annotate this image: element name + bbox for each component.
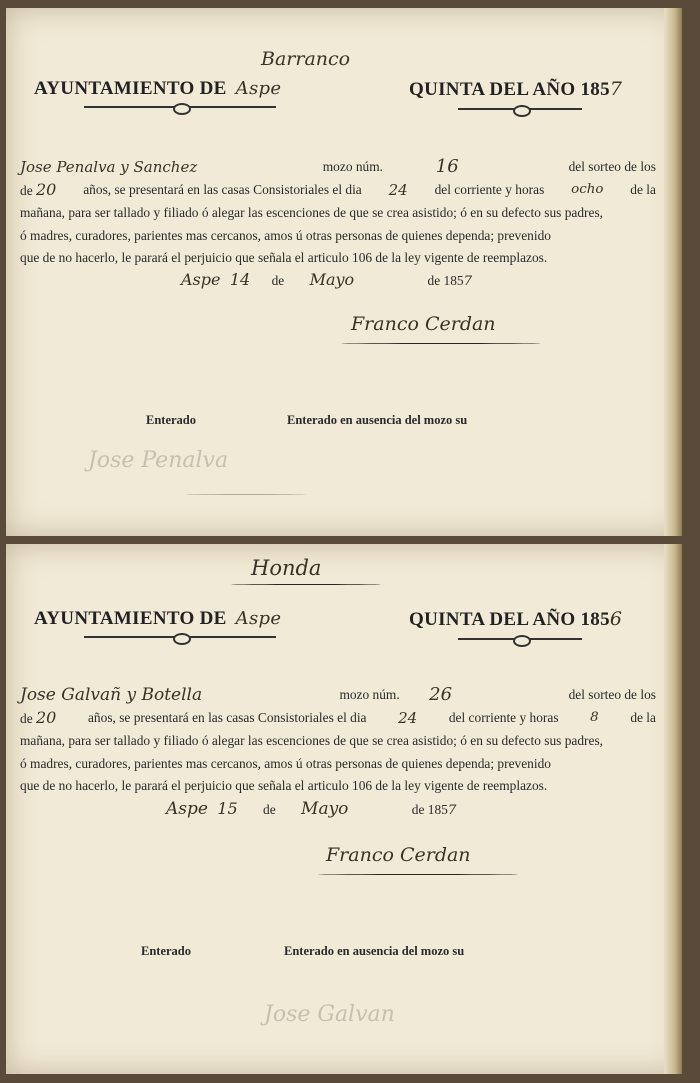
date-line (166, 799, 456, 819)
mozo-number: 26 (429, 684, 453, 705)
date-day: 15 (217, 799, 238, 818)
corriente-text: del corriente y horas (434, 181, 545, 197)
date-line (181, 270, 472, 289)
date-month: Mayo (301, 799, 349, 819)
form-page-1 (6, 8, 682, 536)
de-la-text: de la (630, 181, 656, 197)
age-value: 20 (36, 707, 57, 727)
heading-ornament (458, 108, 582, 110)
sorteo-label: del sorteo de los (568, 687, 656, 702)
summons-line-3: mañana, para ser tallado y filiado ó alegar las escenciones de que se crea asistido; ó en su defecto sus padres, (20, 205, 604, 220)
quinta-label: QUINTA DEL AÑO 185 (409, 79, 610, 100)
heading-ornament (84, 636, 276, 638)
mozo-number: 16 (435, 156, 459, 177)
summons-line-5: que de no hacerlo, le parará el perjuicio que señala el articulo 106 de la ley vigente de reemplazos. (20, 250, 548, 265)
recruit-name: Jose Galvañ y Botella (20, 685, 203, 705)
de-label: de (20, 710, 33, 726)
top-note-underline (231, 584, 381, 585)
date-day: 14 (229, 270, 251, 289)
hour-value: ocho (571, 181, 604, 197)
summons-line-4: ó madres, curadores, parientes mas cercanos, amos ú otras personas de quienes dependa; prevenido (20, 755, 551, 771)
summons-line-4: ó madres, curadores, parientes mas cercanos, amos ú otras personas de quienes dependa; prevenido (20, 227, 551, 243)
form-page-2 (6, 544, 682, 1074)
quinta-label: QUINTA DEL AÑO 185 (409, 609, 610, 630)
quinta-heading (409, 78, 622, 101)
official-signature: Franco Cerdan (326, 844, 471, 866)
quinta-heading (409, 608, 622, 631)
corriente-text: del corriente y horas (448, 709, 559, 725)
summons-line-1 (20, 684, 656, 707)
date-town: Aspe (166, 799, 208, 819)
faint-signature: Jose Penalva (88, 448, 229, 473)
ayuntamiento-label: AYUNTAMIENTO DE (34, 608, 227, 629)
anos-text: años, se presentará en las casas Consistoriales el dia (87, 709, 367, 725)
summons-paragraph (20, 156, 656, 270)
ausencia-label: Enterado en ausencia del mozo su (287, 413, 468, 427)
mozo-label: mozo núm. (322, 159, 384, 174)
ayuntamiento-label: AYUNTAMIENTO DE (34, 78, 227, 99)
official-signature: Franco Cerdan (351, 313, 496, 335)
heading-ornament (458, 638, 582, 640)
summons-paragraph (20, 684, 656, 798)
heading-ornament (84, 106, 276, 108)
summons-line-2 (20, 179, 656, 203)
date-de-1: de (271, 273, 285, 288)
summons-line-2 (20, 707, 656, 731)
ayuntamiento-heading (34, 78, 281, 100)
summons-line-5: que de no hacerlo, le parará el perjuicio que señala el articulo 106 de la ley vigente de reemplazos. (20, 778, 548, 793)
day-value: 24 (398, 708, 418, 727)
enterado-label: Enterado (141, 944, 191, 958)
town-handwritten: Aspe (235, 78, 282, 99)
enterado-label: Enterado (146, 413, 196, 427)
de-la-text: de la (630, 709, 656, 725)
quinta-year-digit: 7 (609, 78, 623, 100)
page-edge (664, 8, 682, 536)
de-label: de (20, 182, 33, 198)
faint-signature: Jose Galvan (264, 1002, 395, 1027)
ausencia-label: Enterado en ausencia del mozo su (284, 944, 465, 958)
mozo-label: mozo núm. (339, 687, 400, 702)
signature-flourish (318, 874, 518, 875)
faint-flourish (186, 494, 306, 495)
date-de-2: de 185 (411, 802, 448, 817)
date-month: Mayo (309, 270, 355, 289)
summons-line-1 (20, 156, 656, 179)
signature-flourish (341, 343, 541, 344)
summons-line-3: mañana, para ser tallado y filiado ó alegar las escenciones de que se crea asistido; ó en su defecto sus padres, (20, 733, 604, 748)
quinta-year-digit: 6 (609, 608, 623, 630)
top-note: Honda (251, 556, 322, 580)
date-de-2: de 185 (427, 273, 464, 288)
anos-text: años, se presentará en las casas Consistoriales el dia (83, 181, 362, 197)
sorteo-label: del sorteo de los (568, 159, 656, 174)
recruit-name: Jose Penalva y Sanchez (20, 158, 198, 176)
hour-value: 8 (590, 709, 599, 725)
date-town: Aspe (181, 270, 221, 289)
age-value: 20 (36, 179, 57, 199)
day-value: 24 (388, 180, 408, 199)
town-handwritten: Aspe (235, 608, 282, 629)
date-year-digit: 7 (463, 274, 473, 289)
date-de-1: de (263, 802, 276, 817)
top-note: Barranco (261, 48, 351, 70)
date-year-digit: 7 (447, 803, 457, 818)
page-edge (664, 544, 682, 1074)
ayuntamiento-heading (34, 608, 281, 630)
